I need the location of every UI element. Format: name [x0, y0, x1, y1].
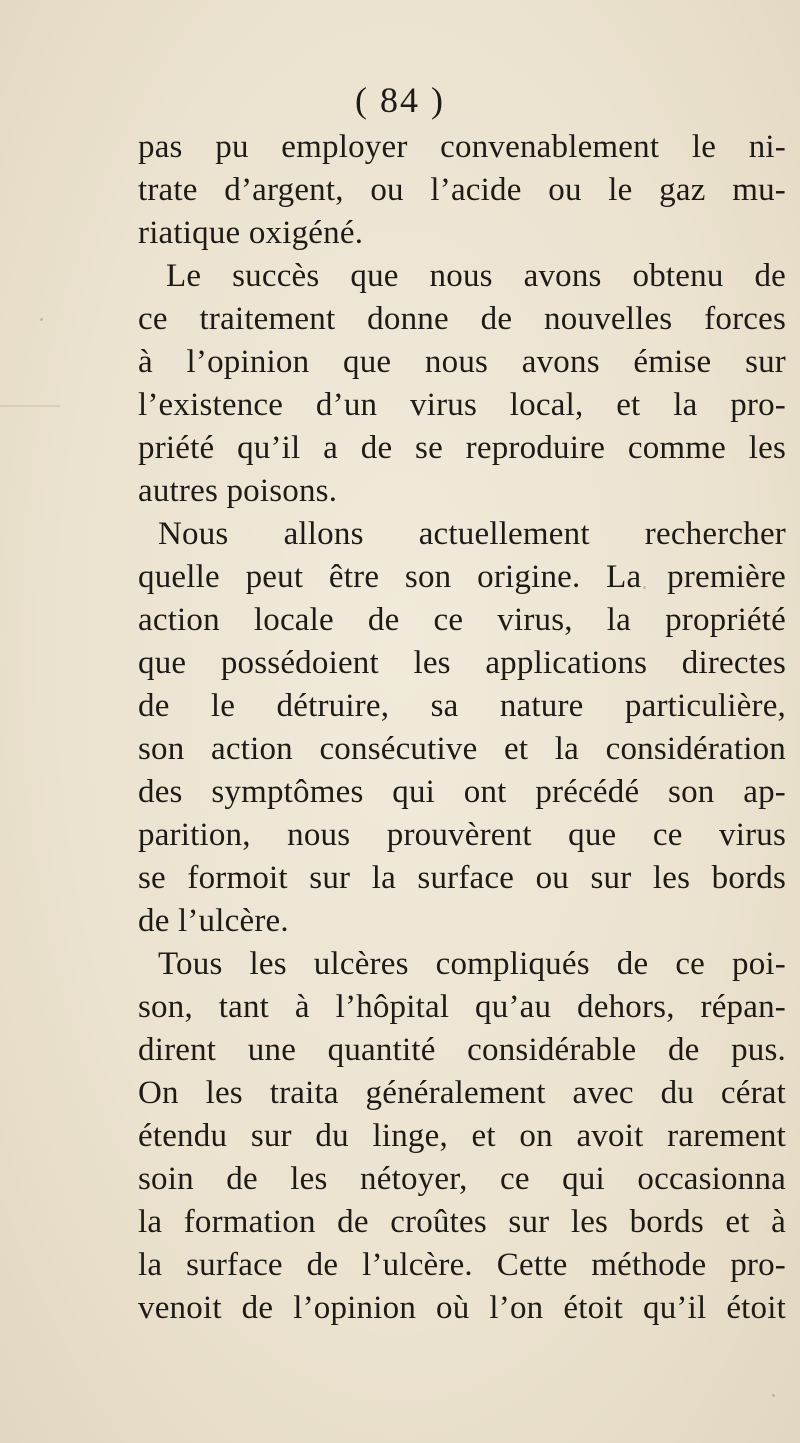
text-line: des symptômes qui ont précédé son ap- [138, 774, 786, 810]
text-line: la surface de l’ulcère. Cette méthode pro- [138, 1247, 786, 1283]
text-line: son, tant à l’hôpital qu’au dehors, répan- [138, 989, 786, 1025]
text-line: venoit de l’opinion où l’on étoit qu’il étoit [138, 1290, 786, 1326]
text-line: dirent une quantité considérable de pus. [138, 1032, 786, 1068]
paragraph-start-line: Tous les ulcères compliqués de ce poi- [158, 946, 786, 982]
text-line: soin de les nétoyer, ce qui occasionna [138, 1161, 786, 1197]
page-number: ( 84 ) [355, 80, 445, 120]
text-line: de le détruire, sa nature particulière, [138, 688, 786, 724]
text-line: à l’opinion que nous avons émise sur [138, 344, 786, 380]
paper-speck [772, 1394, 775, 1397]
text-line: de l’ulcère. [138, 903, 289, 939]
text-line: riatique oxigéné. [138, 215, 364, 251]
body-text [138, 126, 786, 1330]
text-line: étendu sur du linge, et on avoit rarement [138, 1118, 786, 1154]
text-line: la formation de croûtes sur les bords et à [138, 1204, 786, 1240]
text-line: On les traita généralement avec du cérat [138, 1075, 786, 1111]
text-line: se formoit sur la surface ou sur les bords [138, 860, 786, 896]
text-line: l’existence d’un virus local, et la pro- [138, 387, 786, 423]
text-line: priété qu’il a de se reproduire comme les [138, 430, 786, 466]
text-line: action locale de ce virus, la propriété [138, 602, 786, 638]
text-line: quelle peut être son origine. La première [138, 559, 786, 595]
text-line: trate d’argent, ou l’acide ou le gaz mu- [138, 172, 786, 208]
paper-speck [40, 318, 43, 321]
paragraph-start-line: Le succès que nous avons obtenu de [166, 258, 786, 294]
paper-crease [0, 405, 60, 407]
text-line: que possédoient les applications directes [138, 645, 786, 681]
text-line: pas pu employer convenablement le ni- [138, 129, 786, 165]
text-line: ce traitement donne de nouvelles forces [138, 301, 786, 337]
text-line: parition, nous prouvèrent que ce virus [138, 817, 786, 853]
paragraph-start-line: Nous allons actuellement rechercher [158, 516, 786, 552]
text-line: autres poisons. [138, 473, 338, 509]
text-line: son action consécutive et la considération [138, 731, 786, 767]
